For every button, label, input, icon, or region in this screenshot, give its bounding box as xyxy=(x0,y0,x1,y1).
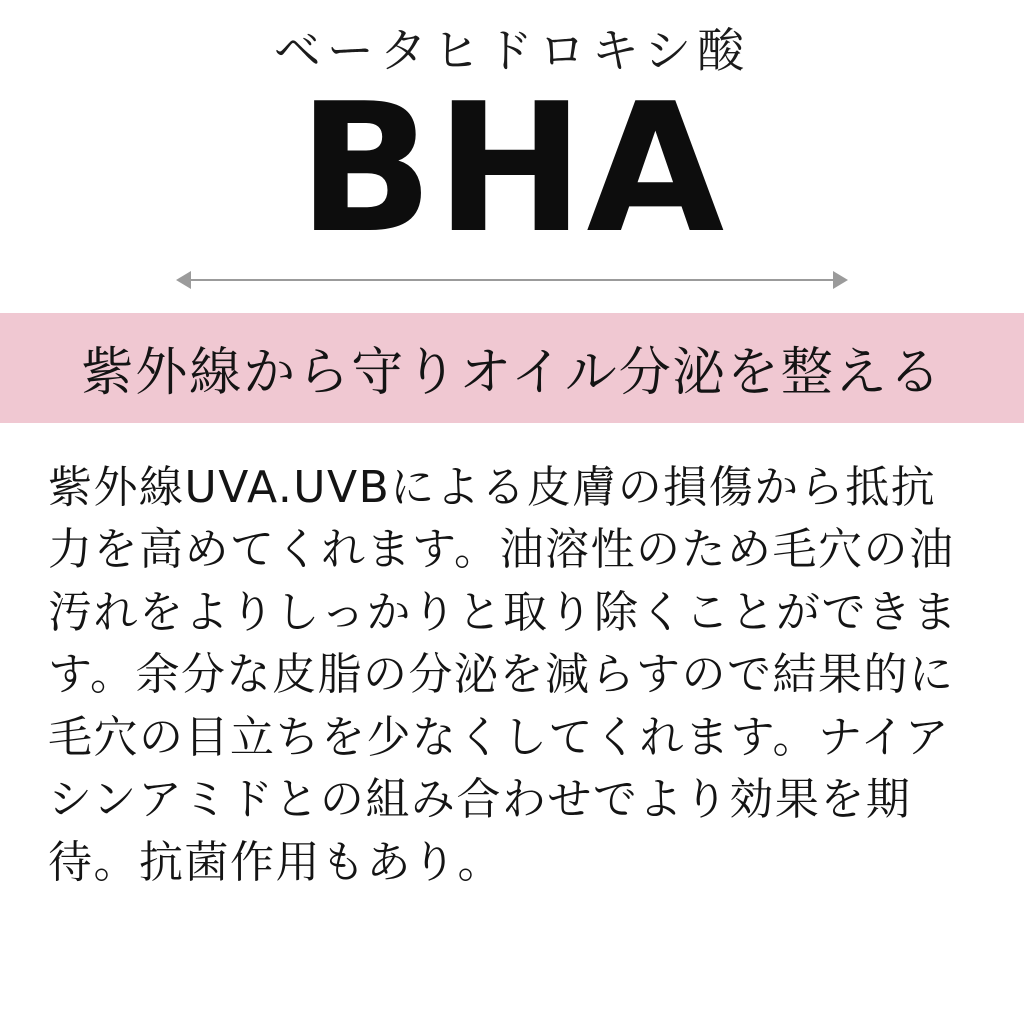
divider-line xyxy=(190,279,834,281)
highlight-band xyxy=(0,313,1024,423)
body-paragraph: 紫外線UVA.UVBによる皮膚の損傷から抵抗力を高めてくれます。油溶性のため毛穴の油汚れをよりしっかりと取り除くことができます。余分な皮脂の分泌を減らすので結果的に毛穴の目立ちを少なくしてくれます。ナイアシンアミドとの組み合わせでより効果を期待。抗菌作用もあり。 xyxy=(48,461,958,888)
arrow-left-icon xyxy=(176,271,191,289)
page-title: BHA xyxy=(297,64,727,272)
band-heading: 紫外線から守りオイル分泌を整える xyxy=(81,343,943,404)
header-block xyxy=(0,0,1024,272)
double-arrow-divider xyxy=(176,269,848,291)
arrow-right-icon xyxy=(833,271,848,289)
kana-subtitle: ベータヒドロキシ酸 xyxy=(273,24,751,79)
